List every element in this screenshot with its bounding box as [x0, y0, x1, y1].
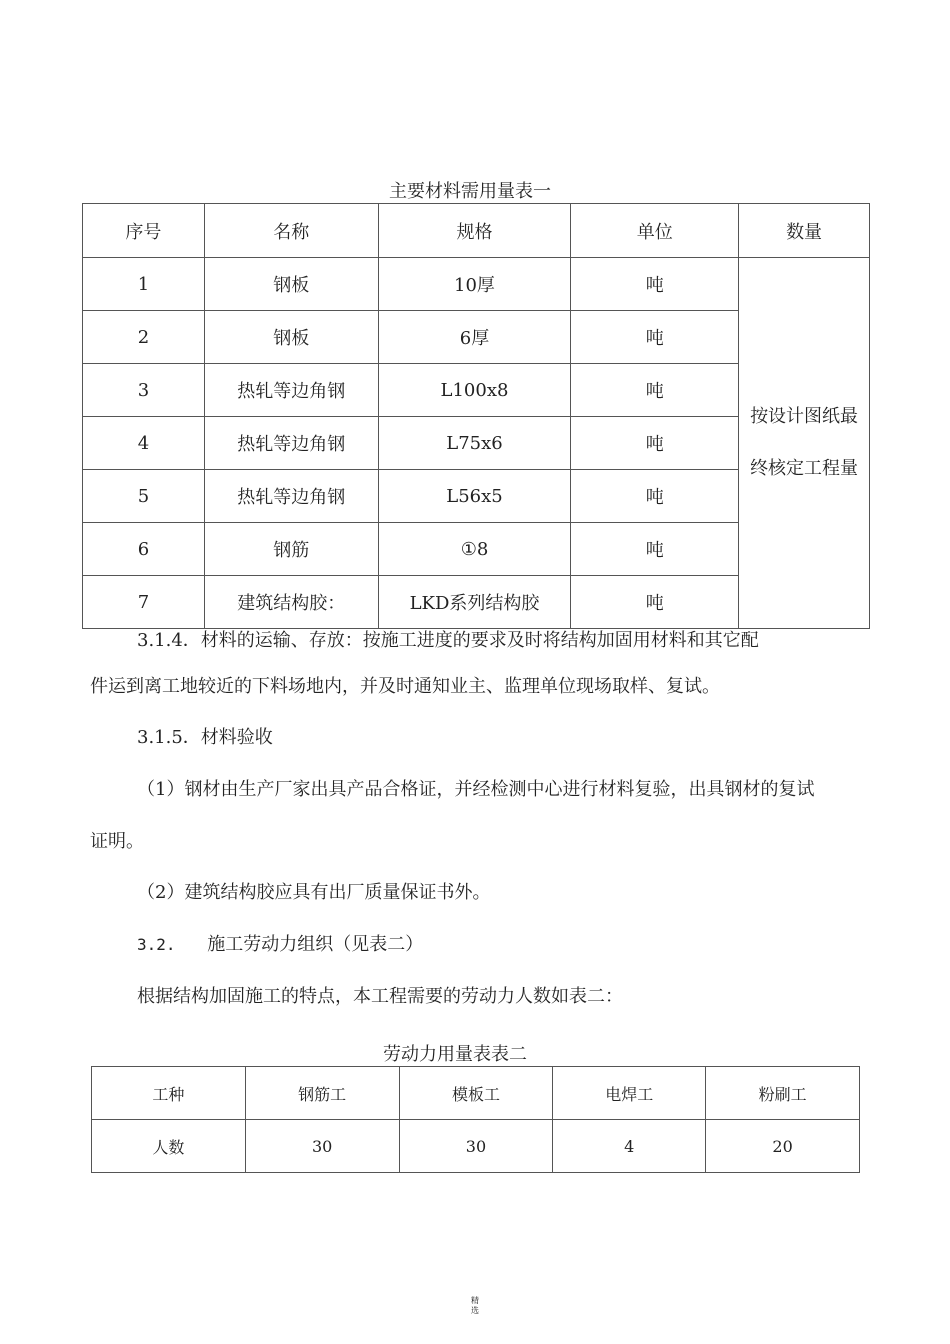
cell-no: 5 — [83, 470, 205, 523]
footer-line-2: 选 — [471, 1306, 479, 1315]
section-3-2-number: 3.2. — [137, 935, 176, 954]
cell-no: 6 — [83, 523, 205, 576]
cell-quantity-merged — [739, 258, 870, 629]
cell-spec: LKD系列结构胶 — [378, 576, 571, 629]
cell-unit: 吨 — [571, 311, 739, 364]
table2-header-row — [92, 1067, 860, 1120]
table-row — [92, 1120, 860, 1173]
header-cell-formwork-worker: 模板工 — [399, 1067, 553, 1120]
cell-no: 2 — [83, 311, 205, 364]
section-3-1-4-line-2: 件运到离工地较近的下料场地内，并及时通知业主、监理单位现场取样、复试。 — [90, 676, 720, 697]
cell-spec: L75x6 — [378, 417, 571, 470]
table1-caption: 主要材料需用量表一 — [389, 181, 551, 202]
cell-name: 钢板 — [204, 311, 378, 364]
header-cell-spec: 规格 — [378, 204, 571, 258]
header-cell-name: 名称 — [204, 204, 378, 258]
cell-name: 钢板 — [204, 258, 378, 311]
cell-spec: L56x5 — [378, 470, 571, 523]
cell-name: 热轧等边角钢 — [204, 470, 378, 523]
quantity-line-2: 终核定工程量 — [750, 458, 859, 479]
cell-unit: 吨 — [571, 470, 739, 523]
cell-spec: 6厚 — [378, 311, 571, 364]
cell-formwork-count: 30 — [399, 1120, 553, 1173]
section-3-2-title: 施工劳动力组织（见表二） — [207, 934, 424, 955]
table1-header-row — [83, 204, 870, 258]
section-3-1-4-line-1: 3.1.4．材料的运输、存放：按施工进度的要求及时将结构加固用材料和其它配 — [137, 630, 759, 651]
labor-table — [91, 1066, 860, 1173]
cell-no: 7 — [83, 576, 205, 629]
cell-spec: L100x8 — [378, 364, 571, 417]
cell-unit: 吨 — [571, 258, 739, 311]
header-cell-rebar-worker: 钢筋工 — [245, 1067, 399, 1120]
table2-intro: 根据结构加固施工的特点，本工程需要的劳动力人数如表二： — [137, 986, 623, 1007]
cell-name: 建筑结构胶： — [204, 576, 378, 629]
item-1-line-1: （1）钢材由生产厂家出具产品合格证，并经检测中心进行材料复验，出具钢材的复试 — [137, 779, 815, 800]
cell-no: 3 — [83, 364, 205, 417]
header-cell-no: 序号 — [83, 204, 205, 258]
header-cell-unit: 单位 — [571, 204, 739, 258]
cell-spec: ①8 — [378, 523, 571, 576]
header-cell-trade: 工种 — [92, 1067, 246, 1120]
cell-unit: 吨 — [571, 523, 739, 576]
page-footer — [465, 1296, 485, 1316]
cell-no: 4 — [83, 417, 205, 470]
cell-name: 热轧等边角钢 — [204, 364, 378, 417]
cell-unit: 吨 — [571, 576, 739, 629]
cell-name: 热轧等边角钢 — [204, 417, 378, 470]
cell-rebar-count: 30 — [245, 1120, 399, 1173]
table2-caption: 劳动力用量表表二 — [383, 1044, 527, 1065]
cell-no: 1 — [83, 258, 205, 311]
cell-welder-count: 4 — [553, 1120, 706, 1173]
header-cell-quantity: 数量 — [739, 204, 870, 258]
footer-line-1: 精 — [471, 1296, 479, 1305]
cell-headcount-label: 人数 — [92, 1120, 246, 1173]
header-cell-plasterer: 粉刷工 — [706, 1067, 860, 1120]
materials-table — [82, 203, 870, 629]
cell-name: 钢筋 — [204, 523, 378, 576]
section-3-2-heading — [137, 933, 423, 957]
cell-unit: 吨 — [571, 417, 739, 470]
cell-plasterer-count: 20 — [706, 1120, 860, 1173]
table-row — [83, 258, 870, 311]
item-1-line-2: 证明。 — [90, 831, 144, 852]
quantity-line-1: 按设计图纸最 — [750, 406, 859, 427]
cell-unit: 吨 — [571, 364, 739, 417]
header-cell-welder: 电焊工 — [553, 1067, 706, 1120]
section-3-1-5-heading: 3.1.5．材料验收 — [137, 727, 273, 748]
cell-spec: 10厚 — [378, 258, 571, 311]
item-2: （2）建筑结构胶应具有出厂质量保证书外。 — [137, 882, 491, 903]
